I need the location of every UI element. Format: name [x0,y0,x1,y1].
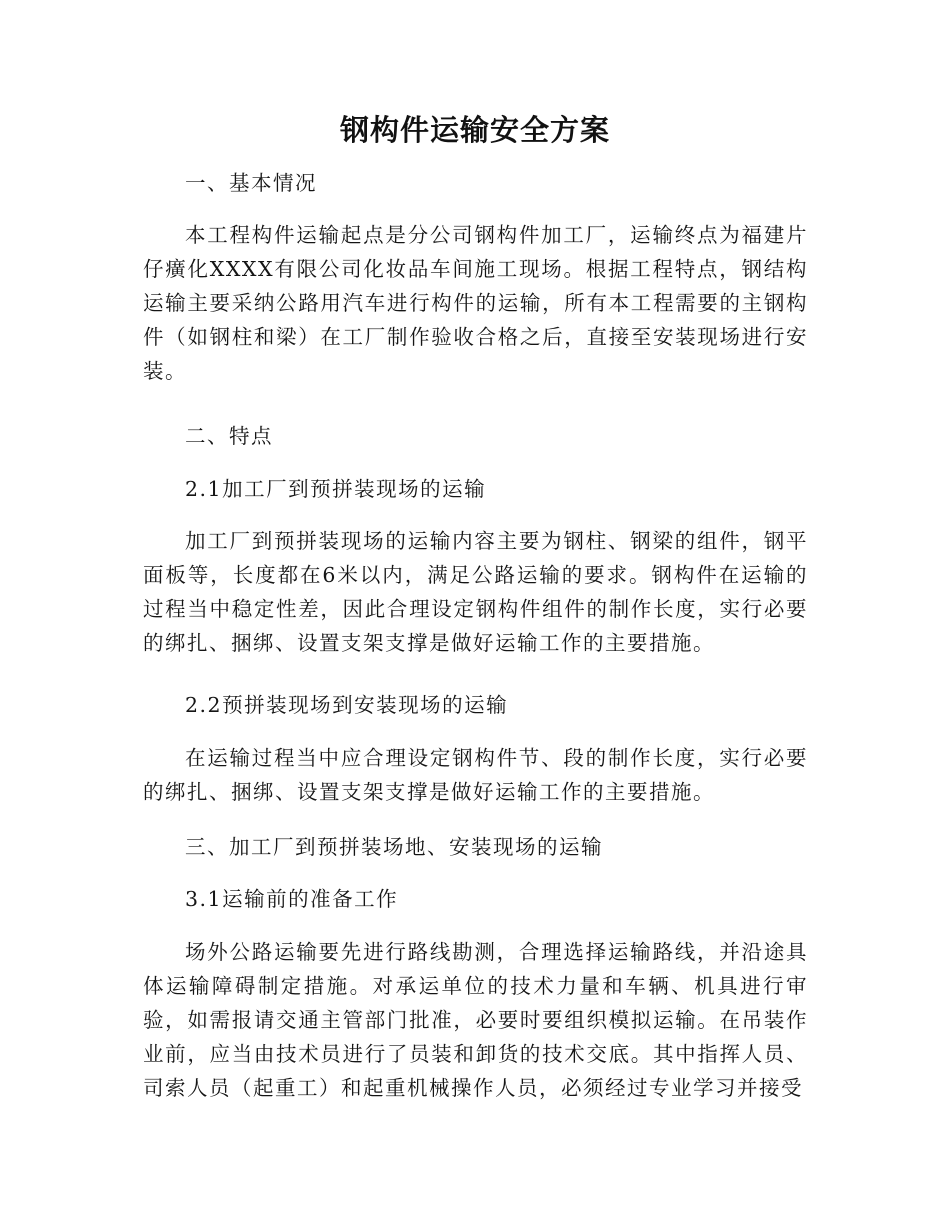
subsection-heading-2-2: 2.2预拼装现场到安装现场的运输 [185,693,509,717]
subsection-heading-3-1: 3.1运输前的准备工作 [185,887,399,911]
paragraph-basic-info: 本工程构件运输起点是分公司钢构件加工厂，运输终点为福建片仔癀化XXXX有限公司化妆品车间施工现场。根据工程特点，钢结构运输主要采纳公路用汽车进行构件的运输，所有本工程需要的主钢构件（如钢柱和梁）在工厂制作验收合格之后，直接至安装现场进行安装。 [143,223,808,383]
paragraph-2-2: 在运输过程当中应合理设定钢构件节、段的制作长度，实行必要的绑扎、捆绑、设置支架支撑是做好运输工作的主要措施。 [143,746,808,804]
document-title: 钢构件运输安全方案 [339,113,610,147]
section-heading-basic-info: 一、基本情况 [185,171,317,195]
subsection-heading-2-1: 2.1加工厂到预拼装现场的运输 [185,477,487,501]
section-heading-features: 二、特点 [185,424,273,448]
paragraph-3-1: 场外公路运输要先进行路线勘测，合理选择运输路线，并沿途具体运输障碍制定措施。对承运单位的技术力量和车辆、机具进行审验，如需报请交通主管部门批准，必要时要组织模拟运输。在吊装作业前，应当由技术员进行了员装和卸货的技术交底。其中指挥人员、司索人员（起重工）和起重机械操作人员，必须经过专业学习并接受 [143,940,808,1100]
section-heading-transport: 三、加工厂到预拼装场地、安装现场的运输 [185,835,603,859]
paragraph-2-1: 加工厂到预拼装现场的运输内容主要为钢柱、钢梁的组件，钢平面板等，长度都在6米以内，满足公路运输的要求。钢构件在运输的过程当中稳定性差，因此合理设定钢构件组件的制作长度，实行必要的绑扎、捆绑、设置支架支撑是做好运输工作的主要措施。 [143,529,808,655]
